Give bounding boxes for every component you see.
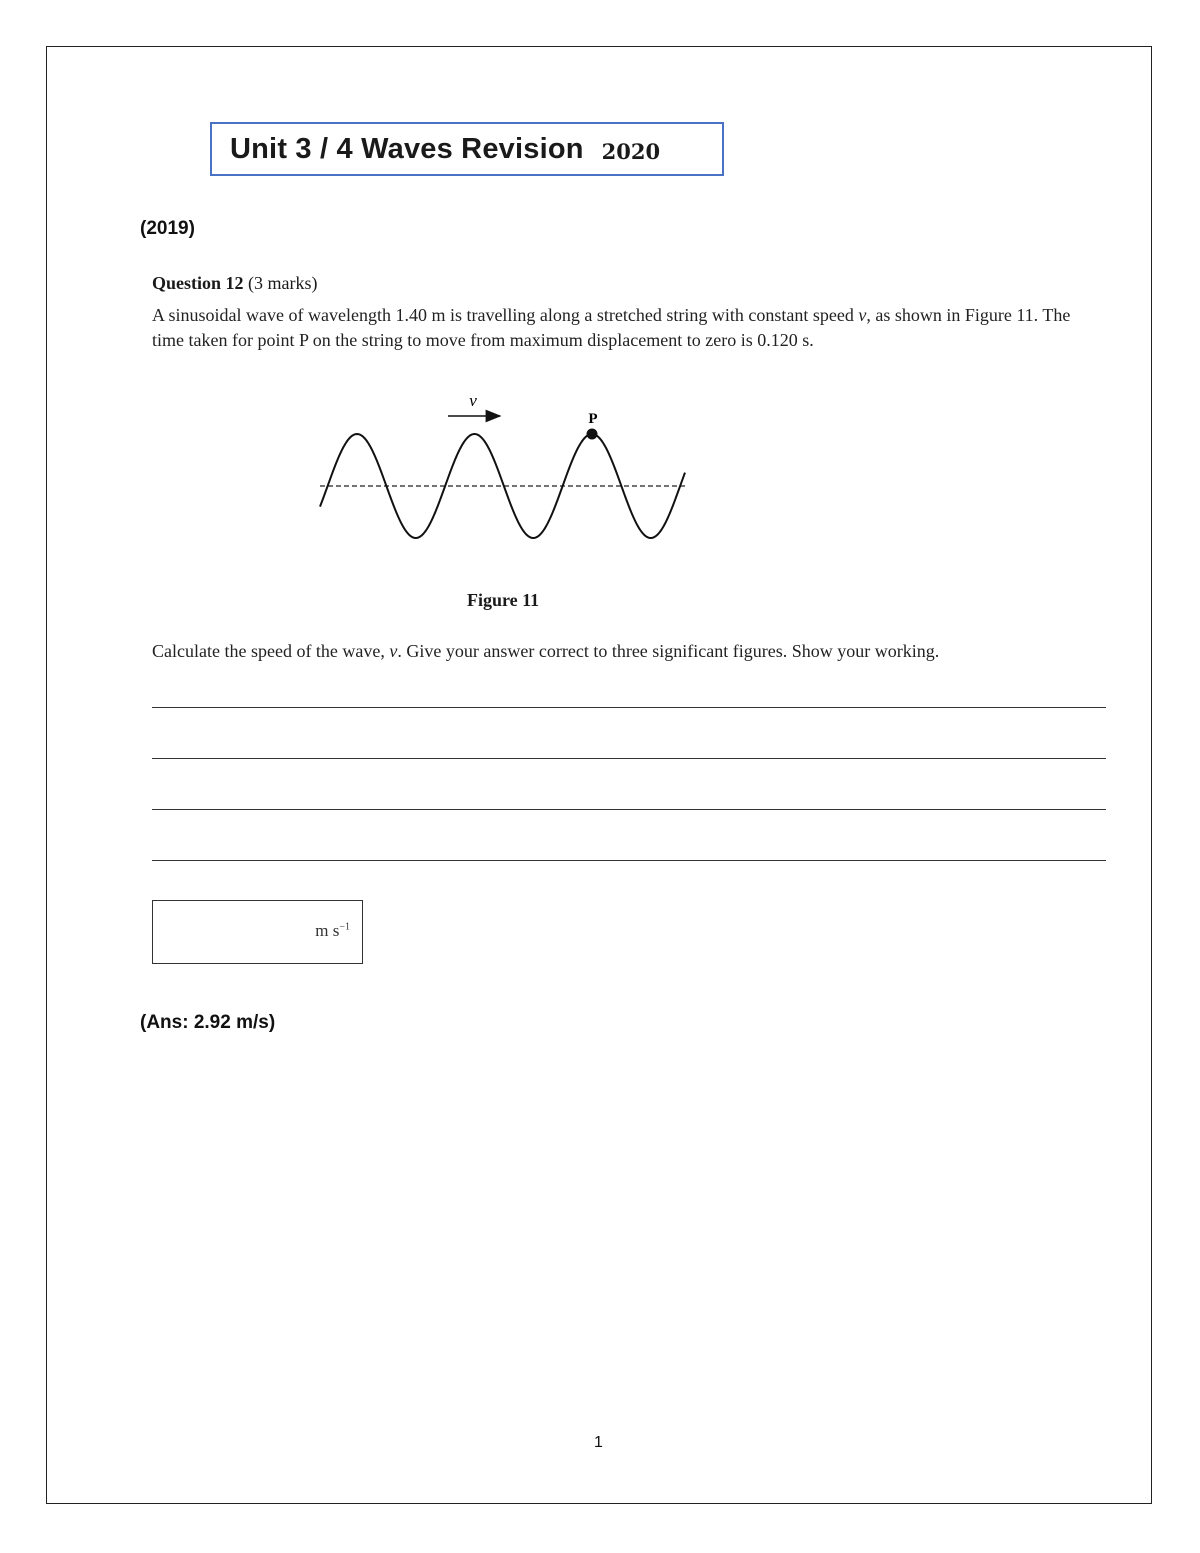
question-text-var: v [858, 305, 867, 325]
question-marks: (3 marks) [248, 273, 318, 293]
working-line[interactable] [152, 707, 1106, 708]
working-line[interactable] [152, 809, 1106, 810]
instruction-text [152, 641, 939, 662]
answer-note: (Ans: 2.92 m/s) [140, 1012, 276, 1033]
question-heading [152, 273, 318, 294]
answer-unit-base: m s [315, 921, 340, 940]
page-number: 1 [594, 1434, 603, 1451]
velocity-label: v [469, 391, 477, 410]
instruction-part2: . Give your answer correct to three significant figures. Show your working. [397, 641, 940, 661]
point-p-dot [587, 429, 598, 440]
page-title: Unit 3 / 4 Waves Revision [230, 132, 584, 165]
working-line[interactable] [152, 758, 1106, 759]
point-p-label: P [588, 411, 598, 427]
answer-unit-exponent: −1 [339, 921, 350, 933]
figure-caption: Figure 11 [467, 590, 540, 610]
working-line[interactable] [152, 860, 1106, 861]
answer-unit [315, 921, 350, 941]
sine-wave [320, 434, 685, 538]
instruction-var: v [389, 641, 398, 661]
title-box [210, 122, 724, 176]
answer-box[interactable] [152, 900, 363, 964]
instruction-part1: Calculate the speed of the wave, [152, 641, 390, 661]
question-text-part1: A sinusoidal wave of wavelength 1.40 m is travelling along a stretched string with constant speed [152, 305, 859, 325]
source-year: (2019) [140, 218, 195, 239]
question-text-part2: , as shown in Figure 11. The time taken for point P on the string to move from maximum displacement to zero is 0.120 s. [152, 305, 1071, 350]
question-text [152, 303, 1092, 353]
page-border [46, 46, 1152, 1504]
question-number: Question 12 [152, 273, 244, 293]
wave-figure [310, 380, 700, 550]
title-year: 2020 [601, 138, 661, 164]
